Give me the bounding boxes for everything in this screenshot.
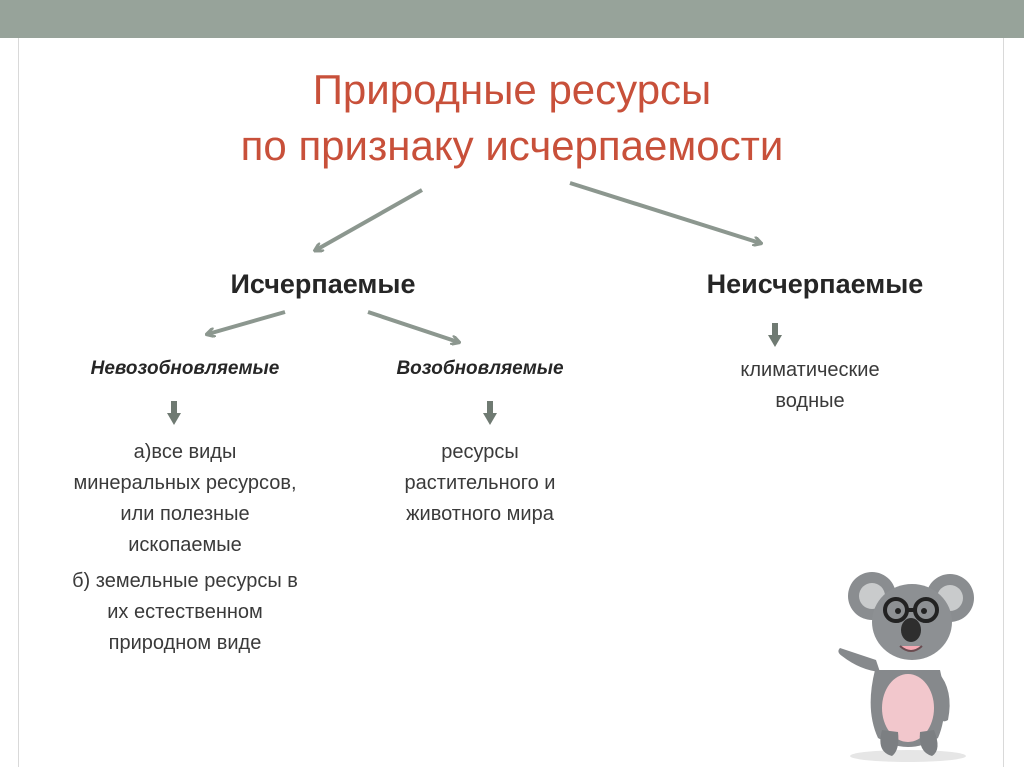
subheading-renewable: Возобновляемые <box>396 358 564 379</box>
heading-inexhaustible: Неисчерпаемые <box>706 269 924 299</box>
koala-mascot-icon <box>820 560 1010 765</box>
down-arrow-non-renewable <box>167 401 181 425</box>
down-arrow-inexhaustible <box>768 323 782 347</box>
non-renewable-item-a: а)все виды минеральных ресурсов, или полезные ископаемые <box>73 441 297 556</box>
arrow-to-inexhaustible <box>570 183 760 243</box>
title-line-1: Природные ресурсы <box>312 66 712 113</box>
arrow-to-exhaustible <box>316 190 422 250</box>
title-line-2: по признаку исчерпаемости <box>240 122 784 169</box>
heading-exhaustible: Исчерпаемые <box>230 269 416 299</box>
renewable-items: ресурсы растительного и животного мира <box>404 441 556 525</box>
subheading-non-renewable: Невозобновляемые <box>90 358 280 379</box>
arrow-to-non-renewable <box>208 312 285 334</box>
inexhaustible-items: климатические водные <box>740 359 880 412</box>
non-renewable-item-b: б) земельные ресурсы в их естественном природном виде <box>72 570 298 654</box>
down-arrow-renewable <box>483 401 497 425</box>
arrow-to-renewable <box>368 312 458 342</box>
